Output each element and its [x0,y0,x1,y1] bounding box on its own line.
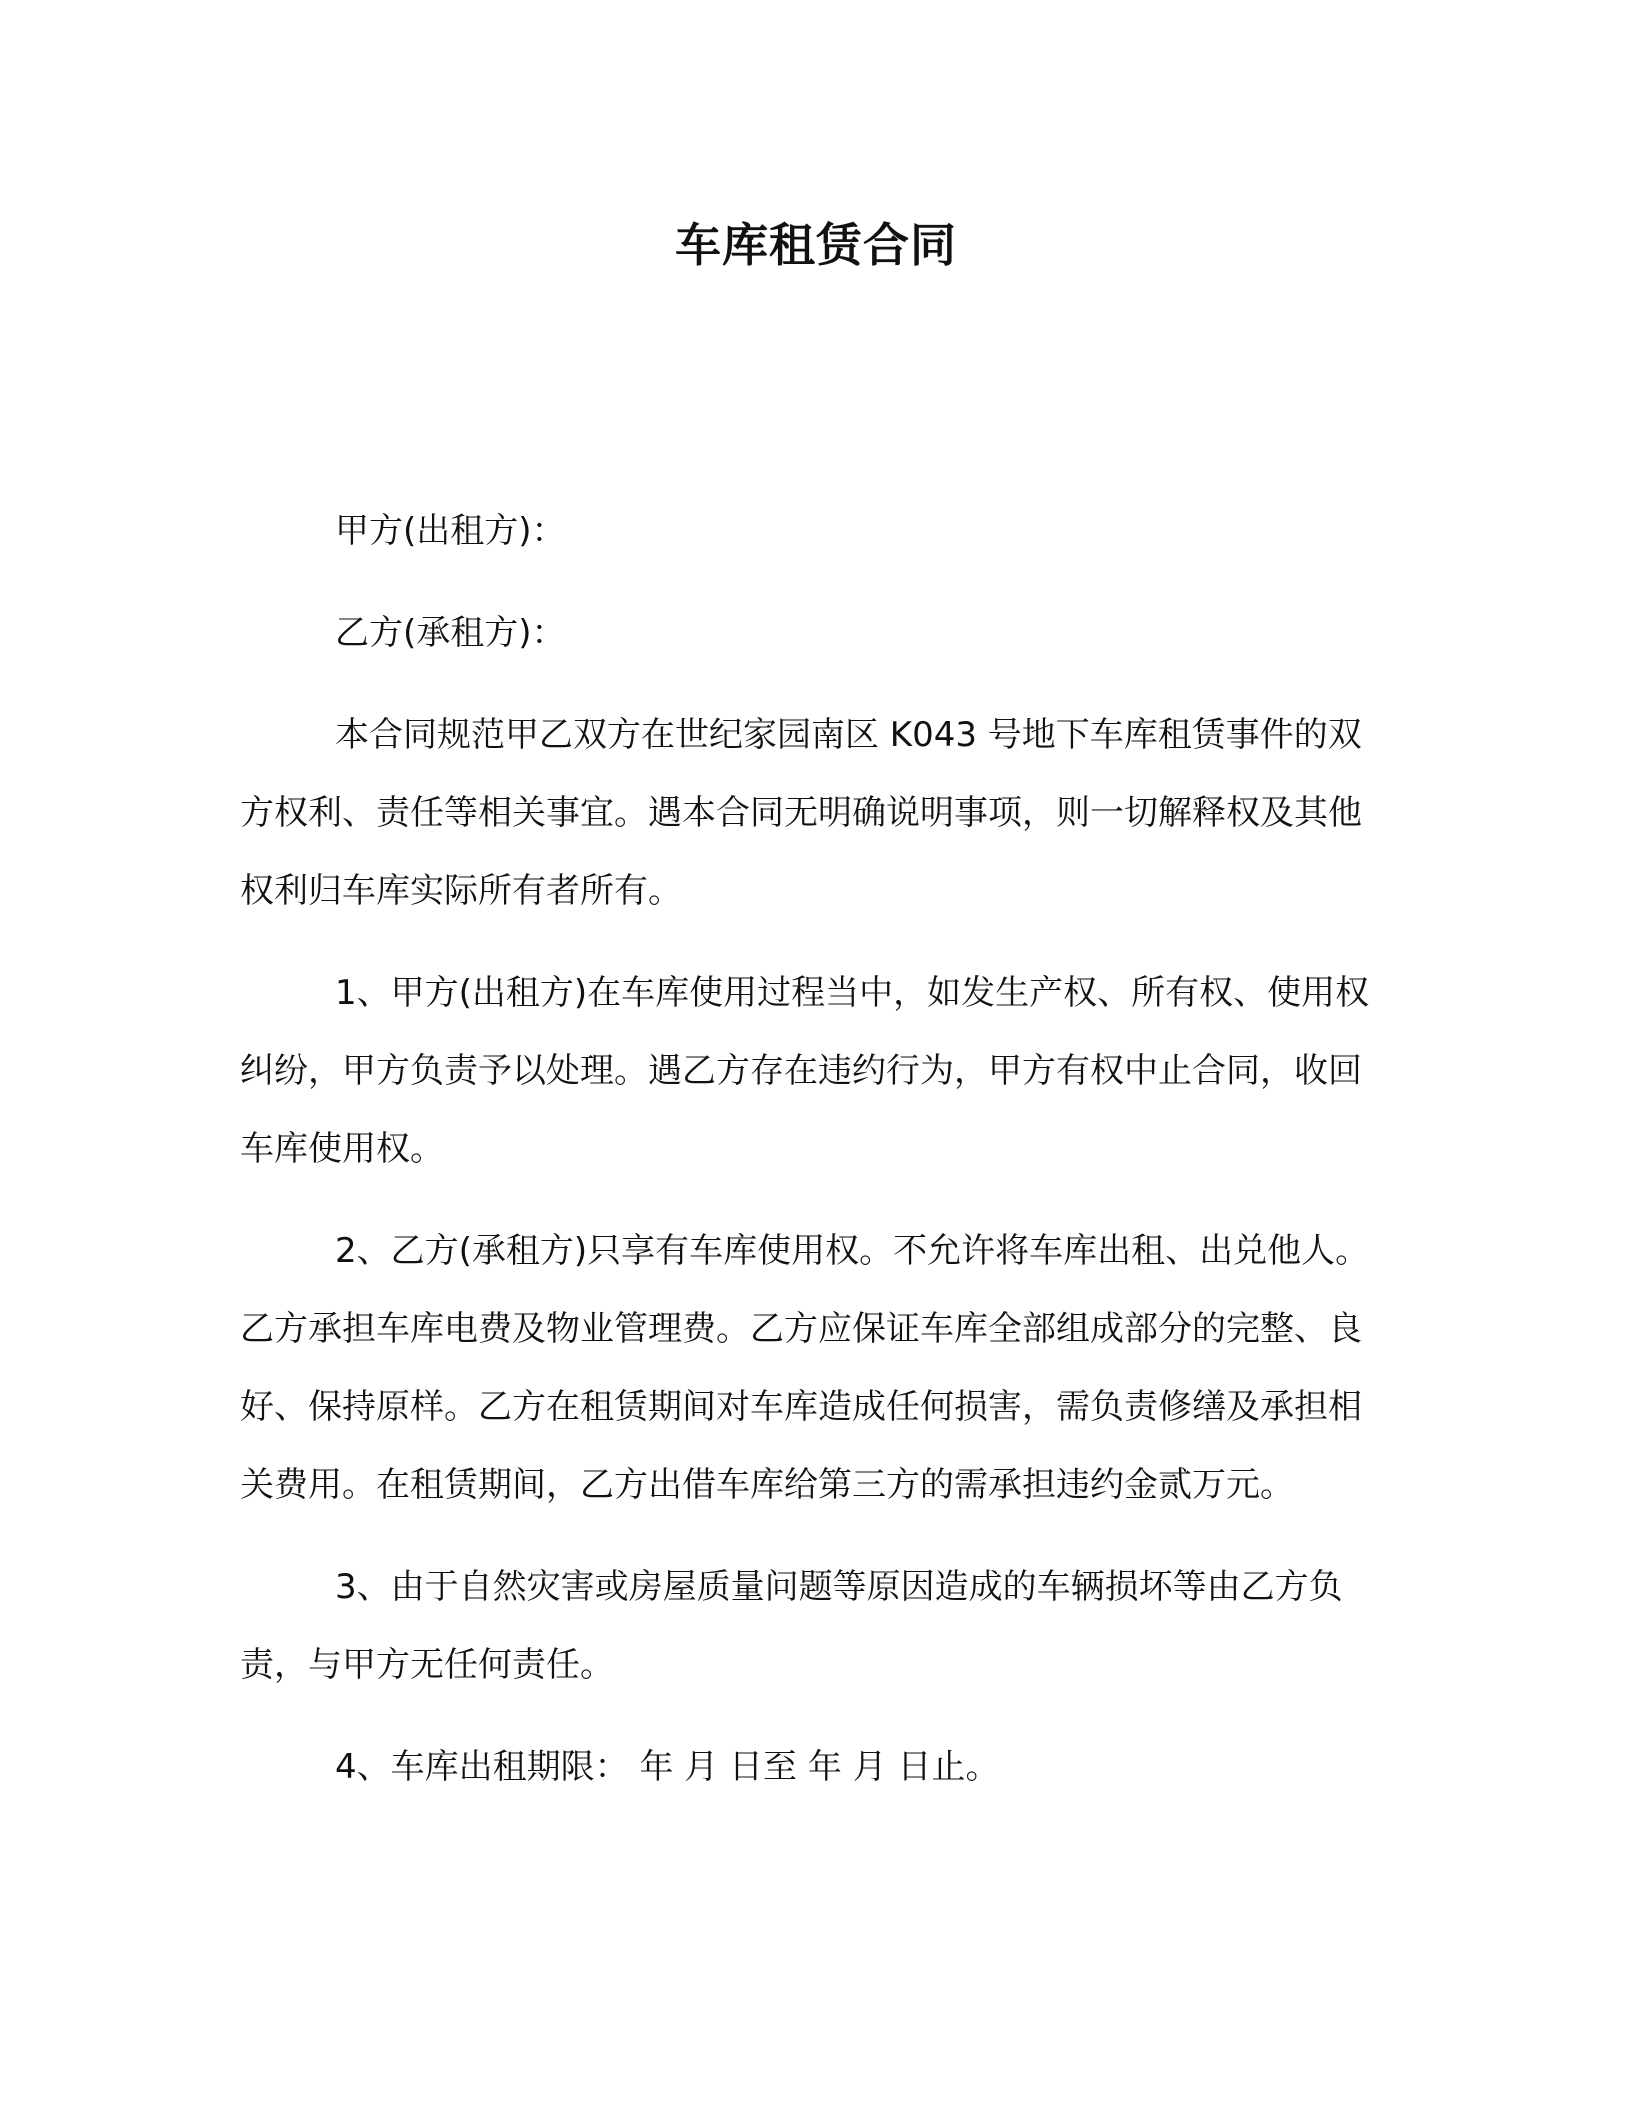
document-body [240,492,1390,1806]
party-a-line: 甲方(出租方)： [335,511,566,551]
party-b-line: 乙方(承租方)： [335,613,566,653]
clause-1-paragraph: 1、甲方(出租方)在车库使用过程当中，如发生产权、所有权、使用权纠纷，甲方负责予以处理。遇乙方存在违约行为，甲方有权中止合同，收回车库使用权。 [240,973,1370,1169]
clause-3-paragraph: 3、由于自然灾害或房屋质量问题等原因造成的车辆损坏等由乙方负责，与甲方无任何责任。 [240,1567,1343,1685]
intro-paragraph: 本合同规范甲乙双方在世纪家园南区 K043 号地下车库租赁事件的双方权利、责任等相关事宜。遇本合同无明确说明事项，则一切解释权及其他权利归车库实际所有者所有。 [240,715,1362,911]
clause-2-paragraph: 2、乙方(承租方)只享有车库使用权。不允许将车库出租、出兑他人。乙方承担车库电费及物业管理费。乙方应保证车库全部组成部分的完整、良好、保持原样。乙方在租赁期间对车库造成任何损害，需负责修缮及承担相关费用。在租赁期间，乙方出借车库给第三方的需承担违约金贰万元。 [240,1231,1370,1505]
document-title: 车库租赁合同 [675,218,957,272]
clause-4-paragraph: 4、车库出租期限： 年 月 日至 年 月 日止。 [335,1747,1000,1787]
